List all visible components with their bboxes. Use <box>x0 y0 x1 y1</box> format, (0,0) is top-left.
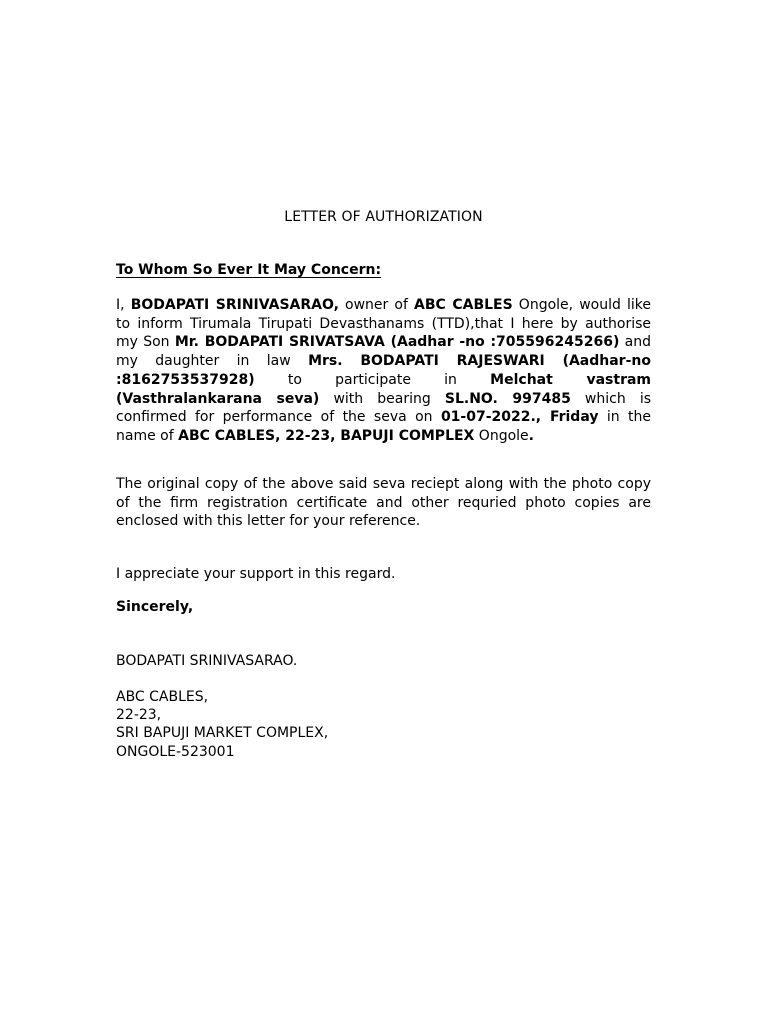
closing: Sincerely, <box>116 599 194 615</box>
address-line: 22-23, <box>116 707 162 724</box>
para1-segment: ABC CABLES, 22-23, BAPUJI COMPLEX <box>178 427 475 444</box>
body-paragraph-1 <box>116 296 651 446</box>
signatory-name: BODAPATI SRINIVASARAO. <box>116 653 298 669</box>
para1-segment: Mr. BODAPATI SRIVATSAVA (Aadhar -no :705596245266) <box>174 334 620 351</box>
para1-segment: . <box>528 427 534 444</box>
para1-segment: Ongole <box>474 427 529 444</box>
address-line: ONGOLE-523001 <box>116 743 235 760</box>
para1-segment: ABC CABLES <box>414 297 513 313</box>
para1-segment: owner of <box>338 297 415 313</box>
letter-title: LETTER OF AUTHORIZATION <box>284 209 483 225</box>
para1-segment: Mrs. BODAPATI RAJESWARI (Aadhar-no :8162753537928) <box>116 353 651 388</box>
para1-segment: with bearing <box>319 390 445 407</box>
para1-segment: I, <box>116 297 131 313</box>
address-line: ABC CABLES, <box>116 689 209 705</box>
para1-segment: Ongole, would like to inform Tirumala Tirupati Devasthanams (TTD),that I here by authorise my Son <box>116 297 651 351</box>
salutation: To Whom So Ever It May Concern: <box>116 262 382 278</box>
para1-segment: Melchat vastram (Vasthralankarana seva) <box>116 371 652 407</box>
para1-segment: 01-07-2022., Friday <box>440 409 599 426</box>
para1-segment: to participate in <box>254 371 491 388</box>
para1-segment: which is confirmed for performance of the seva on <box>116 390 652 426</box>
address-block <box>116 688 328 761</box>
para1-segment: in the name of <box>116 409 652 444</box>
address-line: SRI BAPUJI MARKET COMPLEX, <box>116 725 329 742</box>
body-paragraph-3: I appreciate your support in this regard. <box>116 566 396 582</box>
para1-segment: SL.NO. 997485 <box>444 390 571 407</box>
body-paragraph-2: The original copy of the above said seva reciept along with the photo copy of the firm registration certificate and other requried photo copies are enclosed with this letter for your reference. <box>116 476 651 530</box>
para1-segment: and my daughter in law <box>116 334 651 370</box>
para1-segment: BODAPATI SRINIVASARAO, <box>130 297 339 313</box>
